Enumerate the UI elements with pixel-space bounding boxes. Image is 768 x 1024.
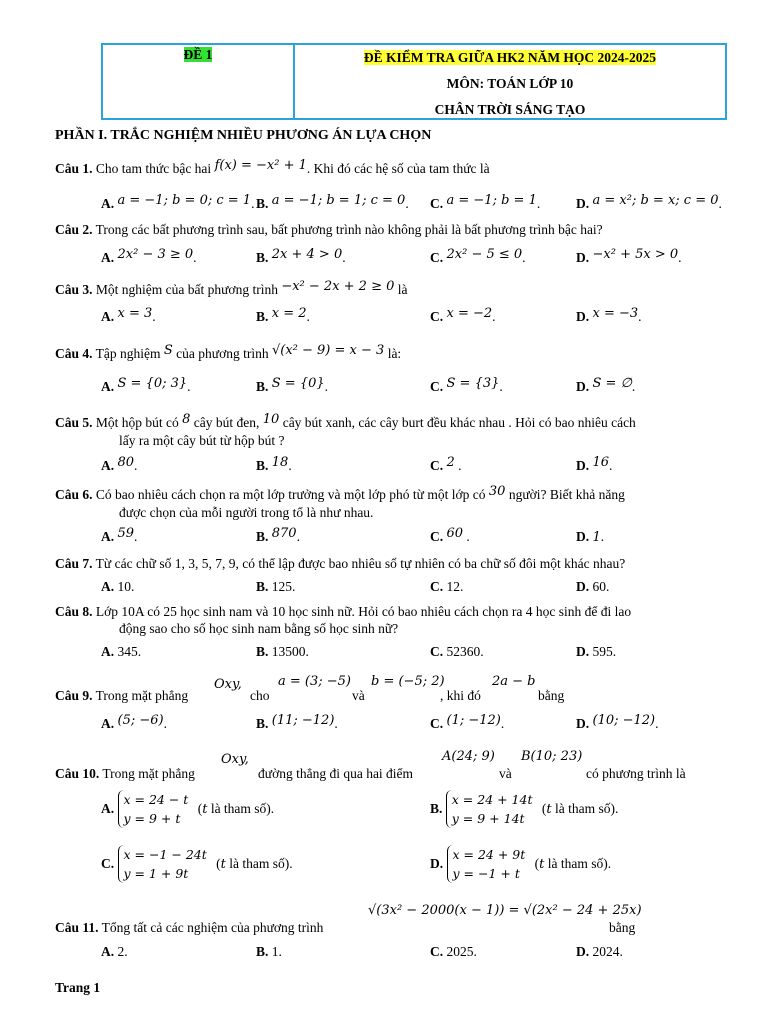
q3-text-1: Một nghiệm của bất phương trình xyxy=(95,282,278,297)
q2-label: Câu 2. xyxy=(55,222,93,237)
q10-oxy: Oxy, xyxy=(221,752,249,767)
q5-label: Câu 5. xyxy=(55,415,93,430)
q11-option-d: D. 2024. xyxy=(576,944,623,959)
q3-option-a: A. x = 3. xyxy=(101,306,156,324)
question-10 xyxy=(55,748,735,781)
q5-text-4: lấy ra một cây bút từ hộp bút ? xyxy=(119,433,285,448)
question-3 xyxy=(55,281,735,299)
q8-option-c: C. 52360. xyxy=(430,644,484,659)
exam-subject: MÔN: TOÁN LỚP 10 xyxy=(446,76,574,91)
q4-text-3: là: xyxy=(387,346,402,361)
q5-text-2: cây bút đen, xyxy=(193,415,260,430)
question-11 xyxy=(55,900,735,934)
q1-label: Câu 1. xyxy=(55,161,93,176)
q7-options xyxy=(0,579,768,597)
q6-option-b: B. 870. xyxy=(256,526,300,544)
q5-option-a: A. 80. xyxy=(101,455,138,473)
q5-number-1: 8 xyxy=(182,412,191,427)
q7-text: Từ các chữ số 1, 3, 5, 7, 9, có thể lập được bao nhiêu số tự nhiên có ba chữ số đôi một khác nhau? xyxy=(95,556,626,571)
question-7 xyxy=(55,555,735,572)
q6-number: 30 xyxy=(488,484,506,499)
q7-option-b: B. 125. xyxy=(256,579,296,594)
q8-option-a: A. 345. xyxy=(101,644,142,659)
q5-text-1: Một hộp bút có xyxy=(95,415,179,430)
q7-option-c: C. 12. xyxy=(430,579,464,594)
q9-text-3: và xyxy=(352,688,365,703)
q10-option-d-system: x = 24 + 9t y = −1 + t xyxy=(447,845,526,883)
q3-options xyxy=(0,306,768,327)
q7-option-a: A. 10. xyxy=(101,579,135,594)
q11-text-1: Tổng tất cả các nghiệm của phương trình xyxy=(101,920,324,935)
q9-option-d: D. (10; −12). xyxy=(576,713,659,731)
q11-option-c: C. 2025. xyxy=(430,944,477,959)
q5-text-3: cây bút xanh, các cây burt đều khác nhau . Hỏi có bao nhiêu cách xyxy=(282,415,636,430)
question-5 xyxy=(55,414,735,449)
q10-option-b-system: x = 24 + 14t y = 9 + 14t xyxy=(446,790,533,828)
q1-text-1: Cho tam thức bậc hai xyxy=(95,161,212,176)
q3-option-b: B. x = 2. xyxy=(256,306,310,324)
q3-option-d: D. x = −3. xyxy=(576,306,642,324)
q3-expression: −x² − 2x + 2 ≥ 0 xyxy=(281,279,395,294)
q3-text-2: là xyxy=(397,282,408,297)
q9-expression: 2a − b xyxy=(492,674,536,689)
q4-text-1: Tập nghiệm xyxy=(95,346,161,361)
q8-options xyxy=(0,644,768,662)
q8-text-2: động sao cho số học sinh nam bằng số học sinh nữ? xyxy=(119,621,399,636)
q10-text-2: đường thẳng đi qua hai điểm xyxy=(258,766,414,781)
q4-expression: √(x² − 9) = x − 3 xyxy=(271,343,385,358)
q11-label: Câu 11. xyxy=(55,920,99,935)
q4-option-d: D. S = ∅. xyxy=(576,376,636,394)
q11-option-b: B. 1. xyxy=(256,944,282,959)
q10-options-cd xyxy=(0,845,768,889)
q9-label: Câu 9. xyxy=(55,688,93,703)
q10-option-c: C. x = −1 − 24t y = 1 + 9t (t là tham số). xyxy=(101,847,293,881)
q8-label: Câu 8. xyxy=(55,604,93,619)
q9-text-5: bằng xyxy=(538,688,565,703)
q4-option-a: A. S = {0; 3}. xyxy=(101,376,191,394)
q11-options xyxy=(0,944,768,962)
q9-text-1: Trong mặt phẳng xyxy=(95,688,189,703)
q10-point-b: B(10; 23) xyxy=(521,749,583,764)
exam-book: CHÂN TRỜI SÁNG TẠO xyxy=(434,102,586,117)
q9-options xyxy=(0,713,768,734)
q1-expression: f(x) = −x² + 1 xyxy=(214,158,307,173)
q4-text-2: của phương trình xyxy=(176,346,269,361)
q10-label: Câu 10. xyxy=(55,766,100,781)
q4-set-symbol: S xyxy=(163,343,173,358)
q6-option-a: A. 59. xyxy=(101,526,138,544)
q4-option-c: C. S = {3}. xyxy=(430,376,503,394)
q7-option-d: D. 60. xyxy=(576,579,610,594)
q2-option-d: D. −x² + 5x > 0. xyxy=(576,247,682,265)
section-title: PHẦN I. TRẮC NGHIỆM NHIỀU PHƯƠNG ÁN LỰA CHỌN xyxy=(55,128,432,143)
q5-option-b: B. 18. xyxy=(256,455,292,473)
q10-text-3: và xyxy=(499,766,512,781)
q9-option-c: C. (1; −12). xyxy=(430,713,505,731)
question-9 xyxy=(55,676,735,706)
q10-option-b: B. x = 24 + 14t y = 9 + 14t (t là tham số). xyxy=(430,792,619,826)
question-2 xyxy=(55,221,735,238)
q1-option-a: A. a = −1; b = 0; c = 1. xyxy=(101,193,255,211)
question-1 xyxy=(55,160,735,178)
q1-options xyxy=(0,193,768,214)
q2-option-b: B. 2x + 4 > 0. xyxy=(256,247,346,265)
question-4 xyxy=(55,345,735,363)
exam-number: ĐỀ 1 xyxy=(183,47,213,62)
q6-option-d: D. 1. xyxy=(576,529,605,545)
q11-option-a: A. 2. xyxy=(101,944,128,959)
q8-option-d: D. 595. xyxy=(576,644,617,659)
q8-text-1: Lớp 10A có 25 học sinh nam và 10 học sinh nữ. Hỏi có bao nhiêu cách chọn ra 4 học sinh để đi lao xyxy=(95,604,632,619)
question-8 xyxy=(55,603,735,637)
q2-text: Trong các bất phương trình sau, bất phương trình nào không phải là bất phương trình bậc hai? xyxy=(95,222,603,237)
exam-title-cell xyxy=(295,45,725,118)
q9-vector-a: a = (3; −5) xyxy=(278,674,351,689)
exam-title: ĐỀ KIỂM TRA GIỮA HK2 NĂM HỌC 2024-2025 xyxy=(363,50,657,65)
q3-label: Câu 3. xyxy=(55,282,93,297)
q5-options xyxy=(0,455,768,476)
q6-text-3: được chọn của mỗi người trong tổ là như nhau. xyxy=(119,505,374,520)
q10-text-1: Trong mặt phẳng xyxy=(102,766,195,781)
q1-option-c: C. a = −1; b = 1. xyxy=(430,193,541,211)
q5-option-d: D. 16. xyxy=(576,455,613,473)
q5-number-2: 10 xyxy=(262,412,280,427)
q9-text-4: , khi đó xyxy=(440,688,481,703)
q1-option-d: D. a = x²; b = x; c = 0. xyxy=(576,193,722,211)
q10-text-4: có phương trình là xyxy=(586,766,686,781)
q10-option-a: A. x = 24 − t y = 9 + t (t là tham số). xyxy=(101,792,275,826)
q10-options-ab xyxy=(0,790,768,834)
q2-option-a: A. 2x² − 3 ≥ 0. xyxy=(101,247,197,265)
q1-option-b: B. a = −1; b = 1; c = 0. xyxy=(256,193,409,211)
exam-number-cell xyxy=(103,45,295,118)
header-box xyxy=(101,43,727,120)
q9-oxy: Oxy, xyxy=(214,677,242,692)
q11-text-2: bằng xyxy=(609,920,636,935)
q4-option-b: B. S = {0}. xyxy=(256,376,329,394)
q1-text-2: . Khi đó các hệ số của tam thức là xyxy=(306,161,490,176)
q10-option-d: D. x = 24 + 9t y = −1 + t (t là tham số). xyxy=(430,847,612,881)
q9-vector-b: b = (−5; 2) xyxy=(371,674,445,689)
q10-option-a-system: x = 24 − t y = 9 + t xyxy=(118,790,189,828)
q2-options xyxy=(0,247,768,268)
q6-option-c: C. 60 . xyxy=(430,526,470,544)
q7-label: Câu 7. xyxy=(55,556,93,571)
q5-option-c: C. 2 . xyxy=(430,455,462,473)
q11-expression: √(3x² − 2000(x − 1)) = √(2x² − 24 + 25x) xyxy=(368,903,642,918)
q6-options xyxy=(0,526,768,547)
q6-text-2: người? Biết khả năng xyxy=(508,487,625,502)
page-number: Trang 1 xyxy=(55,980,101,995)
q9-option-b: B. (11; −12). xyxy=(256,713,338,731)
q3-option-c: C. x = −2. xyxy=(430,306,496,324)
q9-option-a: A. (5; −6). xyxy=(101,713,167,731)
q2-option-c: C. 2x² − 5 ≤ 0. xyxy=(430,247,526,265)
q8-option-b: B. 13500. xyxy=(256,644,309,659)
question-6 xyxy=(55,486,735,521)
q6-text-1: Có bao nhiêu cách chọn ra một lớp trưởng và một lớp phó từ một lớp có xyxy=(95,487,486,502)
q9-text-2: cho xyxy=(250,688,270,703)
q4-label: Câu 4. xyxy=(55,346,93,361)
q10-point-a: A(24; 9) xyxy=(442,749,495,764)
q6-label: Câu 6. xyxy=(55,487,93,502)
q4-options xyxy=(0,376,768,397)
q10-option-c-system: x = −1 − 24t y = 1 + 9t xyxy=(118,845,207,883)
